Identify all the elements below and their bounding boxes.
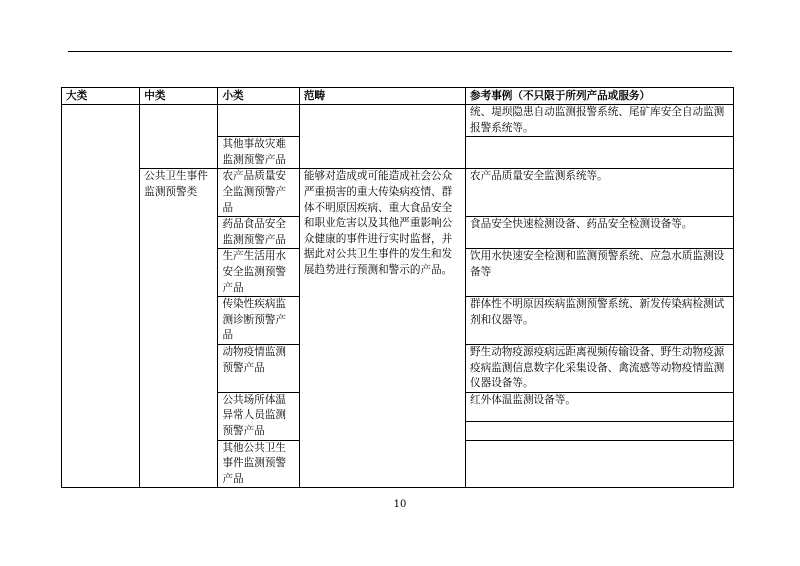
header-scope: 范畴 bbox=[299, 88, 465, 105]
major-cell bbox=[62, 105, 140, 488]
sub-cell: 公共场所体温异常人员监测预警产品 bbox=[218, 392, 299, 440]
sub-cell: 生产生活用水安全监测预警产品 bbox=[218, 249, 299, 297]
sub-cell: 药品食品安全监测预警产品 bbox=[218, 217, 299, 249]
header-rule bbox=[68, 51, 732, 52]
table-row bbox=[62, 105, 734, 137]
sub-cell: 其他事故灾难监测预警产品 bbox=[218, 137, 299, 169]
example-cell bbox=[466, 421, 734, 440]
table-header-row bbox=[62, 88, 734, 105]
sub-cell-prev bbox=[218, 105, 299, 137]
example-cell: 统、堤坝隐患自动监测报警系统、尾矿库安全自动监测报警系统等。 bbox=[466, 105, 734, 137]
example-cell: 野生动物疫源疫病远距离视频传输设备、野生动物疫源疫病监测信息数字化采集设备、禽流感等动物疫情监测仪器设备等。 bbox=[466, 344, 734, 392]
sub-cell: 动物疫情监测预警产品 bbox=[218, 344, 299, 392]
table-row bbox=[62, 169, 734, 217]
mid-cell-prev bbox=[140, 105, 218, 169]
page-number: 10 bbox=[393, 499, 407, 510]
example-cell bbox=[466, 440, 734, 488]
mid-cell: 公共卫生事件监测预警类 bbox=[140, 169, 218, 488]
sub-cell: 其他公共卫生事件监测预警产品 bbox=[218, 440, 299, 488]
sub-cell: 农产品质量安全监测预警产品 bbox=[218, 169, 299, 217]
header-mid: 中类 bbox=[140, 88, 218, 105]
scope-cell-prev bbox=[299, 105, 465, 169]
header-examples: 参考事例（不只限于所列产品或服务） bbox=[466, 88, 734, 105]
example-cell bbox=[466, 137, 734, 169]
example-cell: 群体性不明原因疾病监测预警系统、新发传染病检测试剂和仪器等。 bbox=[466, 297, 734, 345]
sub-cell: 传染性疾病监测诊断预警产品 bbox=[218, 297, 299, 345]
example-cell: 食品安全快速检测设备、药品安全检测设备等。 bbox=[466, 217, 734, 249]
classification-table bbox=[61, 87, 734, 488]
header-major: 大类 bbox=[62, 88, 140, 105]
example-cell: 红外体温监测设备等。 bbox=[466, 392, 734, 421]
scope-cell: 能够对造成或可能造成社会公众严重损害的重大传染病疫情、群体不明原因疾病、重大食品安全和职业危害以及其他严重影响公众健康的事件进行实时监督，并据此对公共卫生事件的发生和发展趋势进行预测和警示的产品。 bbox=[299, 169, 465, 488]
example-cell: 饮用水快速安全检测和监测预警系统、应急水质监测设备等 bbox=[466, 249, 734, 297]
header-sub: 小类 bbox=[218, 88, 299, 105]
example-cell: 农产品质量安全监测系统等。 bbox=[466, 169, 734, 217]
